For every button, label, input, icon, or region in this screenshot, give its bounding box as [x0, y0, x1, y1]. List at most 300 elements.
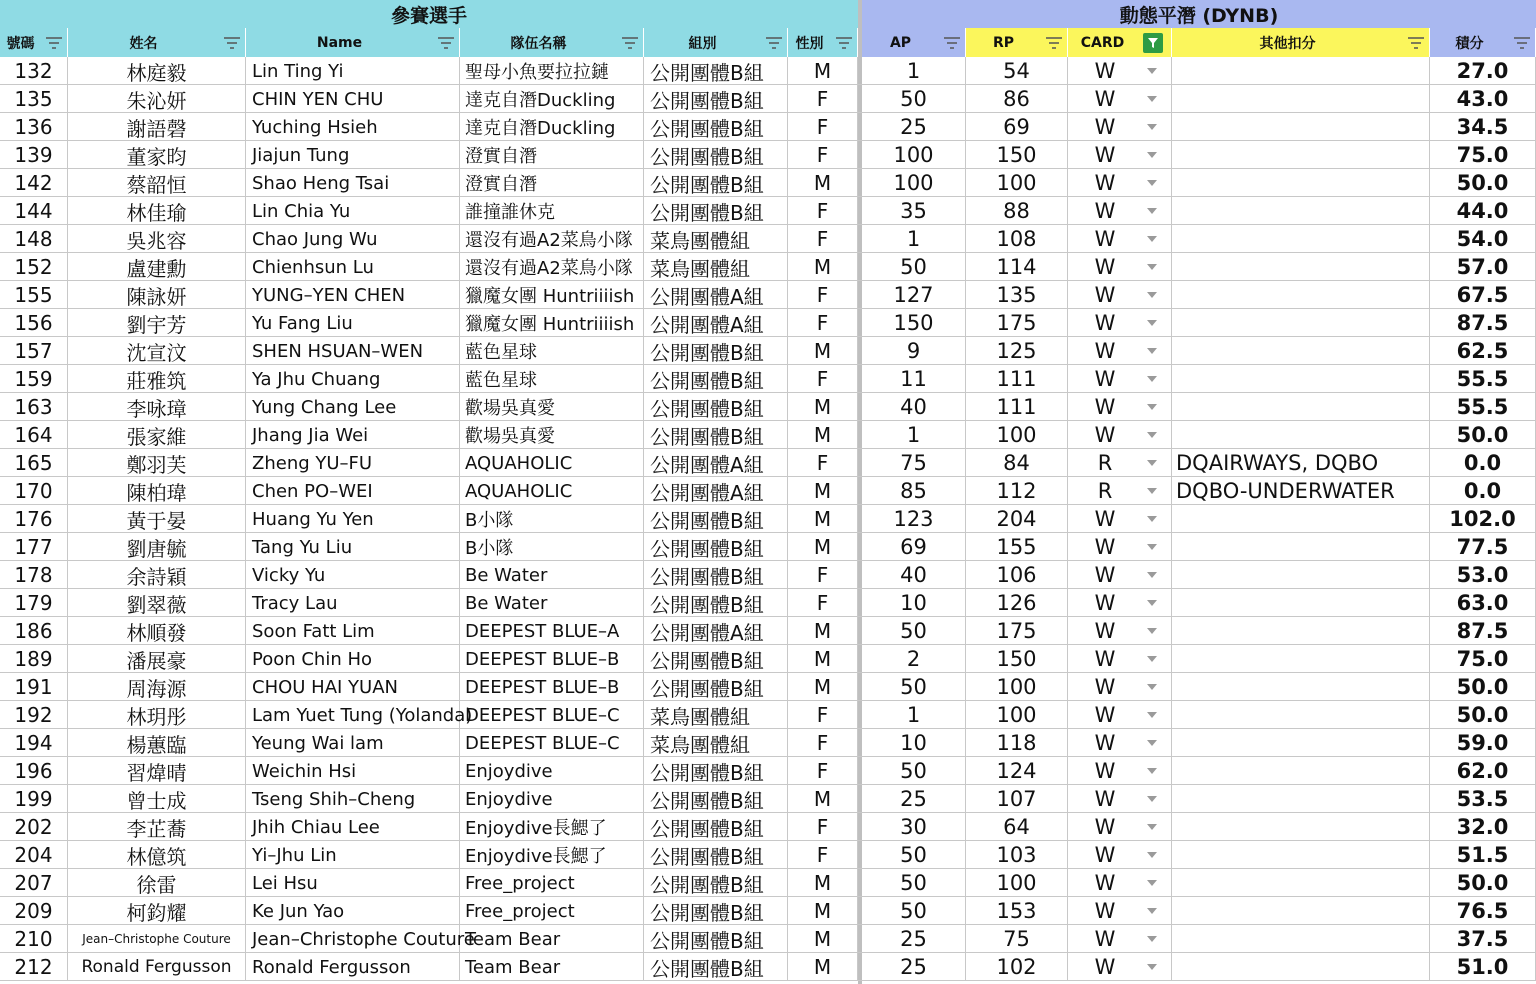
- cell-group[interactable]: 公開團體B組: [644, 533, 788, 561]
- dropdown-arrow-icon[interactable]: [1142, 768, 1162, 774]
- cell-ap[interactable]: 2: [862, 645, 966, 673]
- cell-name[interactable]: Jhang Jia Wei: [246, 421, 460, 449]
- cell-team[interactable]: DEEPEST BLUE–C: [460, 729, 644, 757]
- cell-chinese-name[interactable]: 謝語磬: [68, 113, 246, 141]
- dropdown-arrow-icon[interactable]: [1142, 376, 1162, 382]
- cell-name[interactable]: Ya Jhu Chuang: [246, 365, 460, 393]
- cell-team[interactable]: Be Water: [460, 561, 644, 589]
- col-header-ap[interactable]: [862, 28, 966, 57]
- cell-sex[interactable]: F: [788, 449, 858, 477]
- cell-sex[interactable]: M: [788, 477, 858, 505]
- cell-rp[interactable]: 124: [966, 757, 1068, 785]
- cell-group[interactable]: 公開團體B組: [644, 141, 788, 169]
- cell-team[interactable]: 藍色星球: [460, 365, 644, 393]
- dropdown-arrow-icon[interactable]: [1142, 740, 1162, 746]
- cell-name[interactable]: Huang Yu Yen: [246, 505, 460, 533]
- cell-team[interactable]: Enjoydive長鰓了: [460, 841, 644, 869]
- dropdown-arrow-icon[interactable]: [1142, 600, 1162, 606]
- cell-chinese-name[interactable]: 林佳瑜: [68, 197, 246, 225]
- cell-name[interactable]: Tseng Shih–Cheng: [246, 785, 460, 813]
- filter-icon[interactable]: [831, 35, 857, 51]
- cell-group[interactable]: 公開團體B組: [644, 365, 788, 393]
- cell-rp[interactable]: 103: [966, 841, 1068, 869]
- cell-score[interactable]: 50.0: [1430, 701, 1536, 729]
- filter-icon[interactable]: [617, 35, 643, 51]
- cell-name[interactable]: YUNG–YEN CHEN: [246, 281, 460, 309]
- cell-group[interactable]: 菜鳥團體組: [644, 253, 788, 281]
- cell-rp[interactable]: 100: [966, 673, 1068, 701]
- cell-name[interactable]: Ronald Fergusson: [246, 953, 460, 981]
- cell-number[interactable]: 176: [0, 505, 68, 533]
- cell-name[interactable]: Lin Chia Yu: [246, 197, 460, 225]
- cell-other-penalty[interactable]: [1172, 309, 1430, 337]
- cell-score[interactable]: 50.0: [1430, 169, 1536, 197]
- dropdown-arrow-icon[interactable]: [1142, 320, 1162, 326]
- cell-team[interactable]: Be Water: [460, 589, 644, 617]
- dropdown-arrow-icon[interactable]: [1142, 292, 1162, 298]
- cell-name[interactable]: Jhih Chiau Lee: [246, 813, 460, 841]
- cell-sex[interactable]: F: [788, 85, 858, 113]
- cell-chinese-name[interactable]: 潘展豪: [68, 645, 246, 673]
- cell-ap[interactable]: 127: [862, 281, 966, 309]
- cell-card-dropdown[interactable]: [1068, 897, 1172, 925]
- cell-card-dropdown[interactable]: [1068, 813, 1172, 841]
- cell-number[interactable]: 136: [0, 113, 68, 141]
- cell-score[interactable]: 87.5: [1430, 617, 1536, 645]
- cell-rp[interactable]: 54: [966, 57, 1068, 85]
- cell-number[interactable]: 202: [0, 813, 68, 841]
- cell-team[interactable]: Enjoydive長鰓了: [460, 813, 644, 841]
- cell-rp[interactable]: 135: [966, 281, 1068, 309]
- cell-card-dropdown[interactable]: [1068, 617, 1172, 645]
- dropdown-arrow-icon[interactable]: [1142, 964, 1162, 970]
- dropdown-arrow-icon[interactable]: [1142, 908, 1162, 914]
- dropdown-arrow-icon[interactable]: [1142, 68, 1162, 74]
- cell-ap[interactable]: 9: [862, 337, 966, 365]
- cell-team[interactable]: Team Bear: [460, 925, 644, 953]
- cell-chinese-name[interactable]: 習煒晴: [68, 757, 246, 785]
- cell-name[interactable]: Weichin Hsi: [246, 757, 460, 785]
- cell-sex[interactable]: M: [788, 393, 858, 421]
- dropdown-arrow-icon[interactable]: [1142, 684, 1162, 690]
- cell-score[interactable]: 57.0: [1430, 253, 1536, 281]
- col-header-other-penalty[interactable]: [1172, 28, 1430, 57]
- cell-rp[interactable]: 106: [966, 561, 1068, 589]
- cell-rp[interactable]: 108: [966, 225, 1068, 253]
- cell-score[interactable]: 59.0: [1430, 729, 1536, 757]
- filter-icon[interactable]: [1041, 35, 1067, 51]
- cell-other-penalty[interactable]: [1172, 589, 1430, 617]
- cell-ap[interactable]: 75: [862, 449, 966, 477]
- cell-score[interactable]: 76.5: [1430, 897, 1536, 925]
- cell-ap[interactable]: 25: [862, 113, 966, 141]
- cell-number[interactable]: 194: [0, 729, 68, 757]
- cell-rp[interactable]: 153: [966, 897, 1068, 925]
- cell-other-penalty[interactable]: [1172, 869, 1430, 897]
- cell-group[interactable]: 公開團體B組: [644, 589, 788, 617]
- cell-other-penalty[interactable]: [1172, 85, 1430, 113]
- col-header-team[interactable]: [460, 28, 644, 57]
- dropdown-arrow-icon[interactable]: [1142, 264, 1162, 270]
- cell-card-dropdown[interactable]: [1068, 421, 1172, 449]
- cell-number[interactable]: 189: [0, 645, 68, 673]
- active-filter-icon[interactable]: [1143, 33, 1163, 53]
- cell-ap[interactable]: 25: [862, 925, 966, 953]
- cell-rp[interactable]: 175: [966, 309, 1068, 337]
- dropdown-arrow-icon[interactable]: [1142, 824, 1162, 830]
- cell-name[interactable]: Ke Jun Yao: [246, 897, 460, 925]
- cell-other-penalty[interactable]: [1172, 57, 1430, 85]
- cell-ap[interactable]: 50: [862, 673, 966, 701]
- cell-sex[interactable]: F: [788, 841, 858, 869]
- filter-icon[interactable]: [433, 35, 459, 51]
- cell-card-dropdown[interactable]: [1068, 449, 1172, 477]
- dropdown-arrow-icon[interactable]: [1142, 460, 1162, 466]
- cell-card-dropdown[interactable]: [1068, 645, 1172, 673]
- cell-score[interactable]: 67.5: [1430, 281, 1536, 309]
- cell-ap[interactable]: 30: [862, 813, 966, 841]
- cell-sex[interactable]: F: [788, 813, 858, 841]
- cell-number[interactable]: 179: [0, 589, 68, 617]
- dropdown-arrow-icon[interactable]: [1142, 96, 1162, 102]
- cell-sex[interactable]: M: [788, 533, 858, 561]
- cell-group[interactable]: 公開團體A組: [644, 281, 788, 309]
- cell-group[interactable]: 公開團體B組: [644, 813, 788, 841]
- cell-other-penalty[interactable]: [1172, 197, 1430, 225]
- cell-score[interactable]: 75.0: [1430, 141, 1536, 169]
- cell-score[interactable]: 53.5: [1430, 785, 1536, 813]
- cell-name[interactable]: Vicky Yu: [246, 561, 460, 589]
- cell-other-penalty[interactable]: [1172, 757, 1430, 785]
- cell-card-dropdown[interactable]: [1068, 757, 1172, 785]
- cell-group[interactable]: 公開團體A組: [644, 477, 788, 505]
- cell-rp[interactable]: 114: [966, 253, 1068, 281]
- cell-card-dropdown[interactable]: [1068, 85, 1172, 113]
- cell-rp[interactable]: 100: [966, 169, 1068, 197]
- cell-sex[interactable]: M: [788, 897, 858, 925]
- cell-team[interactable]: 還沒有過A2菜鳥小隊: [460, 225, 644, 253]
- cell-score[interactable]: 87.5: [1430, 309, 1536, 337]
- cell-ap[interactable]: 25: [862, 953, 966, 981]
- cell-card-dropdown[interactable]: [1068, 141, 1172, 169]
- cell-chinese-name[interactable]: 吳兆容: [68, 225, 246, 253]
- cell-group[interactable]: 公開團體A組: [644, 449, 788, 477]
- dropdown-arrow-icon[interactable]: [1142, 572, 1162, 578]
- cell-name[interactable]: Zheng YU–FU: [246, 449, 460, 477]
- dropdown-arrow-icon[interactable]: [1142, 152, 1162, 158]
- cell-other-penalty[interactable]: [1172, 953, 1430, 981]
- cell-other-penalty[interactable]: [1172, 533, 1430, 561]
- cell-name[interactable]: Lam Yuet Tung (Yolanda): [246, 701, 460, 729]
- dropdown-arrow-icon[interactable]: [1142, 236, 1162, 242]
- cell-name[interactable]: Jiajun Tung: [246, 141, 460, 169]
- cell-ap[interactable]: 100: [862, 169, 966, 197]
- cell-number[interactable]: 177: [0, 533, 68, 561]
- cell-card-dropdown[interactable]: [1068, 953, 1172, 981]
- dropdown-arrow-icon[interactable]: [1142, 348, 1162, 354]
- cell-score[interactable]: 37.5: [1430, 925, 1536, 953]
- cell-group[interactable]: 公開團體B組: [644, 897, 788, 925]
- dropdown-arrow-icon[interactable]: [1142, 544, 1162, 550]
- cell-number[interactable]: 135: [0, 85, 68, 113]
- cell-rp[interactable]: 150: [966, 141, 1068, 169]
- cell-rp[interactable]: 111: [966, 393, 1068, 421]
- cell-number[interactable]: 148: [0, 225, 68, 253]
- cell-name[interactable]: Shao Heng Tsai: [246, 169, 460, 197]
- cell-other-penalty[interactable]: [1172, 421, 1430, 449]
- cell-rp[interactable]: 107: [966, 785, 1068, 813]
- cell-team[interactable]: AQUAHOLIC: [460, 477, 644, 505]
- cell-number[interactable]: 164: [0, 421, 68, 449]
- dropdown-arrow-icon[interactable]: [1142, 488, 1162, 494]
- cell-chinese-name[interactable]: 林億筑: [68, 841, 246, 869]
- dropdown-arrow-icon[interactable]: [1142, 656, 1162, 662]
- cell-name[interactable]: Yung Chang Lee: [246, 393, 460, 421]
- cell-rp[interactable]: 64: [966, 813, 1068, 841]
- cell-number[interactable]: 142: [0, 169, 68, 197]
- cell-group[interactable]: 公開團體B組: [644, 85, 788, 113]
- filter-icon[interactable]: [761, 35, 787, 51]
- cell-number[interactable]: 196: [0, 757, 68, 785]
- cell-ap[interactable]: 35: [862, 197, 966, 225]
- cell-score[interactable]: 77.5: [1430, 533, 1536, 561]
- cell-sex[interactable]: M: [788, 253, 858, 281]
- cell-card-dropdown[interactable]: [1068, 841, 1172, 869]
- cell-number[interactable]: 204: [0, 841, 68, 869]
- cell-sex[interactable]: M: [788, 925, 858, 953]
- cell-chinese-name[interactable]: 莊雅筑: [68, 365, 246, 393]
- cell-team[interactable]: B小隊: [460, 505, 644, 533]
- cell-card-dropdown[interactable]: [1068, 925, 1172, 953]
- cell-score[interactable]: 53.0: [1430, 561, 1536, 589]
- dropdown-arrow-icon[interactable]: [1142, 852, 1162, 858]
- cell-number[interactable]: 199: [0, 785, 68, 813]
- cell-chinese-name[interactable]: Jean–Christophe Couture: [68, 925, 246, 953]
- cell-group[interactable]: 公開團體B組: [644, 393, 788, 421]
- cell-chinese-name[interactable]: 黃于晏: [68, 505, 246, 533]
- cell-rp[interactable]: 88: [966, 197, 1068, 225]
- cell-ap[interactable]: 100: [862, 141, 966, 169]
- cell-card-dropdown[interactable]: [1068, 309, 1172, 337]
- cell-other-penalty[interactable]: [1172, 645, 1430, 673]
- cell-ap[interactable]: 1: [862, 421, 966, 449]
- cell-card-dropdown[interactable]: [1068, 869, 1172, 897]
- cell-team[interactable]: 歡場吳真愛: [460, 393, 644, 421]
- cell-score[interactable]: 54.0: [1430, 225, 1536, 253]
- cell-other-penalty[interactable]: [1172, 253, 1430, 281]
- cell-number[interactable]: 178: [0, 561, 68, 589]
- cell-team[interactable]: Enjoydive: [460, 757, 644, 785]
- col-header-chinese-name[interactable]: [68, 28, 246, 57]
- cell-number[interactable]: 212: [0, 953, 68, 981]
- cell-other-penalty[interactable]: [1172, 785, 1430, 813]
- cell-chinese-name[interactable]: 林庭毅: [68, 57, 246, 85]
- cell-card-dropdown[interactable]: [1068, 477, 1172, 505]
- cell-rp[interactable]: 100: [966, 701, 1068, 729]
- col-header-rp[interactable]: [966, 28, 1068, 57]
- cell-card-dropdown[interactable]: [1068, 225, 1172, 253]
- cell-team[interactable]: 澄實自潛: [460, 141, 644, 169]
- cell-number[interactable]: 192: [0, 701, 68, 729]
- cell-group[interactable]: 公開團體B組: [644, 757, 788, 785]
- cell-rp[interactable]: 84: [966, 449, 1068, 477]
- cell-number[interactable]: 132: [0, 57, 68, 85]
- cell-rp[interactable]: 102: [966, 953, 1068, 981]
- cell-sex[interactable]: F: [788, 561, 858, 589]
- cell-team[interactable]: DEEPEST BLUE–A: [460, 617, 644, 645]
- cell-rp[interactable]: 69: [966, 113, 1068, 141]
- cell-ap[interactable]: 85: [862, 477, 966, 505]
- cell-other-penalty[interactable]: DQBO-UNDERWATER: [1172, 477, 1430, 505]
- cell-other-penalty[interactable]: DQAIRWAYS, DQBO: [1172, 449, 1430, 477]
- cell-card-dropdown[interactable]: [1068, 673, 1172, 701]
- cell-card-dropdown[interactable]: [1068, 57, 1172, 85]
- cell-sex[interactable]: F: [788, 365, 858, 393]
- cell-team[interactable]: 歡場吳真愛: [460, 421, 644, 449]
- cell-chinese-name[interactable]: 沈宣汶: [68, 337, 246, 365]
- cell-group[interactable]: 公開團體B組: [644, 645, 788, 673]
- cell-other-penalty[interactable]: [1172, 365, 1430, 393]
- cell-chinese-name[interactable]: 蔡韶恒: [68, 169, 246, 197]
- cell-name[interactable]: Yuching Hsieh: [246, 113, 460, 141]
- cell-name[interactable]: Yi–Jhu Lin: [246, 841, 460, 869]
- cell-number[interactable]: 155: [0, 281, 68, 309]
- cell-other-penalty[interactable]: [1172, 841, 1430, 869]
- cell-ap[interactable]: 50: [862, 85, 966, 113]
- cell-score[interactable]: 55.5: [1430, 393, 1536, 421]
- cell-sex[interactable]: M: [788, 57, 858, 85]
- cell-card-dropdown[interactable]: [1068, 113, 1172, 141]
- cell-ap[interactable]: 69: [862, 533, 966, 561]
- cell-score[interactable]: 75.0: [1430, 645, 1536, 673]
- cell-number[interactable]: 209: [0, 897, 68, 925]
- cell-score[interactable]: 32.0: [1430, 813, 1536, 841]
- filter-icon[interactable]: [1403, 35, 1429, 51]
- cell-name[interactable]: Chao Jung Wu: [246, 225, 460, 253]
- cell-card-dropdown[interactable]: [1068, 701, 1172, 729]
- cell-name[interactable]: Soon Fatt Lim: [246, 617, 460, 645]
- cell-score[interactable]: 62.0: [1430, 757, 1536, 785]
- cell-rp[interactable]: 125: [966, 337, 1068, 365]
- cell-sex[interactable]: M: [788, 953, 858, 981]
- cell-card-dropdown[interactable]: [1068, 533, 1172, 561]
- cell-chinese-name[interactable]: 劉翠薇: [68, 589, 246, 617]
- cell-chinese-name[interactable]: Ronald Fergusson: [68, 953, 246, 981]
- cell-ap[interactable]: 150: [862, 309, 966, 337]
- cell-name[interactable]: Jean–Christophe Couture: [246, 925, 460, 953]
- cell-team[interactable]: 獵魔女團 Huntriiiish: [460, 281, 644, 309]
- cell-card-dropdown[interactable]: [1068, 785, 1172, 813]
- cell-team[interactable]: 誰撞誰休克: [460, 197, 644, 225]
- dropdown-arrow-icon[interactable]: [1142, 880, 1162, 886]
- cell-group[interactable]: 公開團體A組: [644, 617, 788, 645]
- cell-score[interactable]: 0.0: [1430, 449, 1536, 477]
- col-header-group[interactable]: [644, 28, 788, 57]
- cell-other-penalty[interactable]: [1172, 141, 1430, 169]
- cell-other-penalty[interactable]: [1172, 673, 1430, 701]
- dropdown-arrow-icon[interactable]: [1142, 208, 1162, 214]
- cell-score[interactable]: 34.5: [1430, 113, 1536, 141]
- cell-other-penalty[interactable]: [1172, 505, 1430, 533]
- cell-team[interactable]: Free_project: [460, 897, 644, 925]
- cell-card-dropdown[interactable]: [1068, 729, 1172, 757]
- cell-score[interactable]: 50.0: [1430, 869, 1536, 897]
- cell-score[interactable]: 51.0: [1430, 953, 1536, 981]
- cell-rp[interactable]: 112: [966, 477, 1068, 505]
- cell-other-penalty[interactable]: [1172, 113, 1430, 141]
- cell-name[interactable]: Lei Hsu: [246, 869, 460, 897]
- dropdown-arrow-icon[interactable]: [1142, 516, 1162, 522]
- cell-sex[interactable]: F: [788, 729, 858, 757]
- cell-card-dropdown[interactable]: [1068, 365, 1172, 393]
- cell-score[interactable]: 55.5: [1430, 365, 1536, 393]
- cell-rp[interactable]: 75: [966, 925, 1068, 953]
- cell-card-dropdown[interactable]: [1068, 253, 1172, 281]
- cell-team[interactable]: 達克自潛Duckling: [460, 85, 644, 113]
- cell-team[interactable]: Team Bear: [460, 953, 644, 981]
- cell-ap[interactable]: 11: [862, 365, 966, 393]
- dropdown-arrow-icon[interactable]: [1142, 628, 1162, 634]
- cell-other-penalty[interactable]: [1172, 729, 1430, 757]
- dropdown-arrow-icon[interactable]: [1142, 936, 1162, 942]
- cell-sex[interactable]: M: [788, 785, 858, 813]
- cell-number[interactable]: 144: [0, 197, 68, 225]
- cell-name[interactable]: Tang Yu Liu: [246, 533, 460, 561]
- cell-ap[interactable]: 123: [862, 505, 966, 533]
- cell-other-penalty[interactable]: [1172, 393, 1430, 421]
- cell-sex[interactable]: F: [788, 757, 858, 785]
- cell-chinese-name[interactable]: 余詩穎: [68, 561, 246, 589]
- cell-ap[interactable]: 10: [862, 589, 966, 617]
- cell-sex[interactable]: F: [788, 225, 858, 253]
- cell-sex[interactable]: M: [788, 617, 858, 645]
- cell-sex[interactable]: F: [788, 113, 858, 141]
- cell-card-dropdown[interactable]: [1068, 561, 1172, 589]
- cell-chinese-name[interactable]: 陳柏瑋: [68, 477, 246, 505]
- cell-team[interactable]: 達克自潛Duckling: [460, 113, 644, 141]
- cell-score[interactable]: 50.0: [1430, 421, 1536, 449]
- cell-group[interactable]: 公開團體B組: [644, 785, 788, 813]
- cell-chinese-name[interactable]: 盧建勳: [68, 253, 246, 281]
- cell-team[interactable]: 澄實自潛: [460, 169, 644, 197]
- dropdown-arrow-icon[interactable]: [1142, 180, 1162, 186]
- cell-team[interactable]: 還沒有過A2菜鳥小隊: [460, 253, 644, 281]
- col-header-sex[interactable]: [788, 28, 858, 57]
- filter-icon[interactable]: [219, 35, 245, 51]
- cell-name[interactable]: SHEN HSUAN–WEN: [246, 337, 460, 365]
- cell-ap[interactable]: 50: [862, 757, 966, 785]
- cell-group[interactable]: 公開團體B組: [644, 57, 788, 85]
- cell-score[interactable]: 44.0: [1430, 197, 1536, 225]
- cell-group[interactable]: 公開團體A組: [644, 309, 788, 337]
- cell-chinese-name[interactable]: 李芷蕎: [68, 813, 246, 841]
- cell-card-dropdown[interactable]: [1068, 169, 1172, 197]
- cell-number[interactable]: 152: [0, 253, 68, 281]
- col-header-name[interactable]: [246, 28, 460, 57]
- cell-name[interactable]: Chen PO–WEI: [246, 477, 460, 505]
- cell-group[interactable]: 公開團體B組: [644, 925, 788, 953]
- cell-group[interactable]: 公開團體B組: [644, 673, 788, 701]
- cell-name[interactable]: Poon Chin Ho: [246, 645, 460, 673]
- cell-other-penalty[interactable]: [1172, 813, 1430, 841]
- cell-chinese-name[interactable]: 曾士成: [68, 785, 246, 813]
- cell-chinese-name[interactable]: 林順發: [68, 617, 246, 645]
- cell-team[interactable]: B小隊: [460, 533, 644, 561]
- cell-team[interactable]: 聖母小魚要拉拉鏈: [460, 57, 644, 85]
- col-header-number[interactable]: [0, 28, 68, 57]
- cell-sex[interactable]: M: [788, 421, 858, 449]
- cell-chinese-name[interactable]: 朱沁妍: [68, 85, 246, 113]
